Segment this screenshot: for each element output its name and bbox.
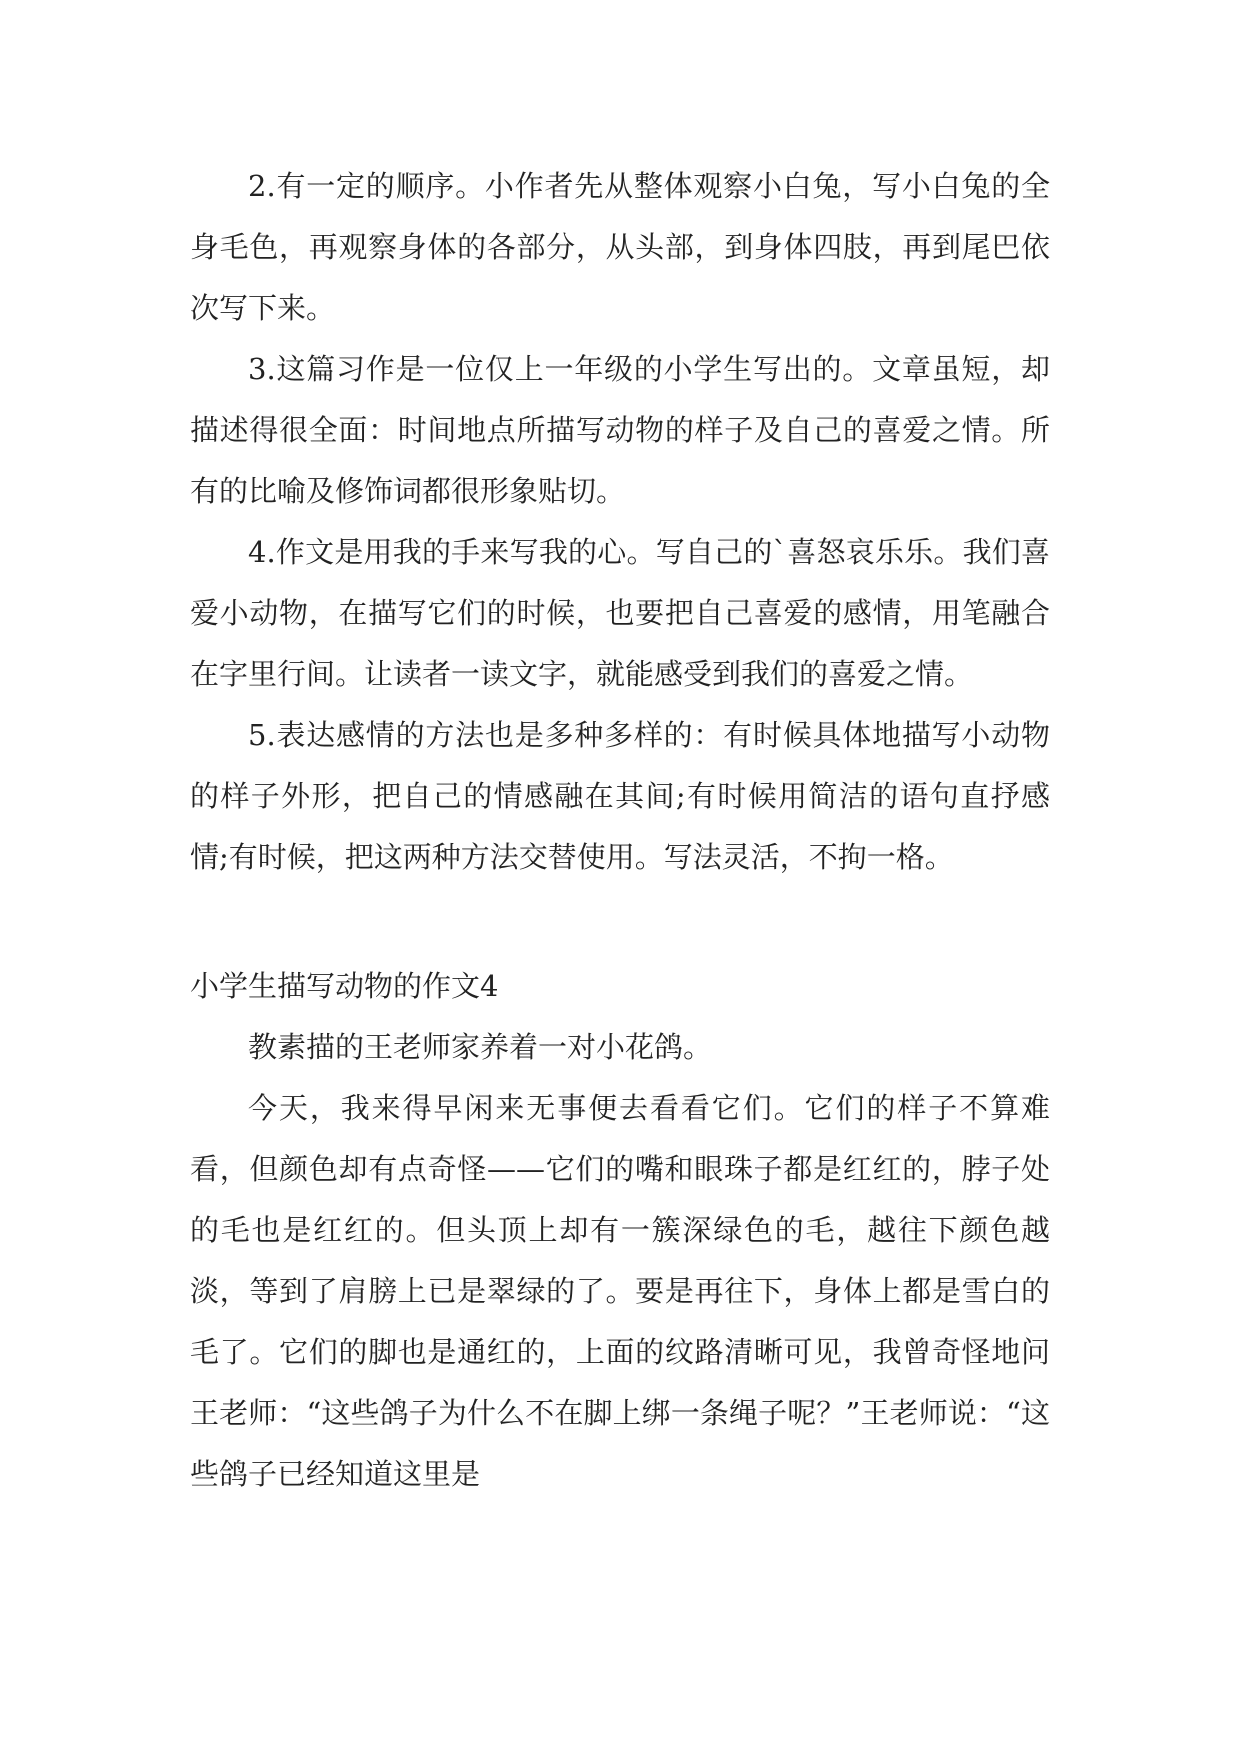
paragraph-point-2: 2.有一定的顺序。小作者先从整体观察小白兔，写小白兔的全身毛色，再观察身体的各部分，从头部，到身体四肢，再到尾巴依次写下来。 [190,169,1050,325]
paragraph-description: 今天，我来得早闲来无事便去看看它们。它们的样子不算难看，但颜色却有点奇怪——它们的嘴和眼珠子都是红红的，脖子处的毛也是红红的。但头顶上却有一簇深绿色的毛，越往下颜色越淡，等到了肩膀上已是翠绿的了。要是再往下，身体上都是雪白的毛了。它们的脚也是通红的，上面的纹路清晰可见，我曾奇怪地问王老师：“这些鸽子为什么不在脚上绑一条绳子呢？”王老师说：“这些鸽子已经知道这里是 [190,1091,1050,1491]
paragraph-point-5: 5.表达感情的方法也是多种多样的：有时候具体地描写小动物的样子外形，把自己的情感融在其间;有时候用简洁的语句直抒感情;有时候，把这两种方法交替使用。写法灵活，不拘一格。 [190,718,1050,874]
paragraph-point-3: 3.这篇习作是一位仅上一年级的小学生写出的。文章虽短，却描述得很全面：时间地点所描写动物的样子及自己的喜爱之情。所有的比喻及修饰词都很形象贴切。 [190,352,1050,508]
paragraph-point-4: 4.作文是用我的手来写我的心。写自己的`喜怒哀乐乐。我们喜爱小动物，在描写它们的时候，也要把自己喜爱的感情，用笔融合在字里行间。让读者一读文字，就能感受到我们的喜爱之情。 [190,535,1050,691]
paragraph-intro: 教素描的王老师家养着一对小花鸽。 [248,1030,713,1064]
section-title: 小学生描写动物的作文4 [190,969,499,1003]
document-body [190,156,1050,1505]
